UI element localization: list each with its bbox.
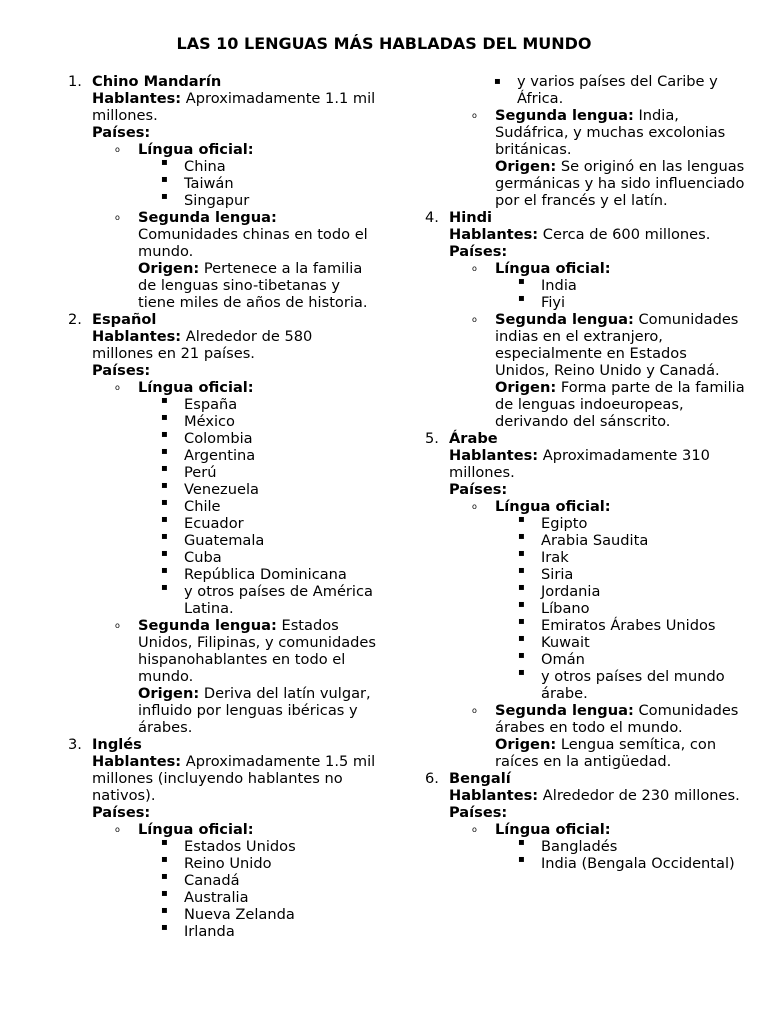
origin-value: Lengua semítica, con raíces en la antigüedad. [495, 736, 717, 770]
language-entry [425, 770, 745, 872]
origin-label: Origen: [138, 685, 200, 702]
country-name: India [541, 277, 577, 294]
country-item [495, 549, 745, 566]
square-bullet-icon: ▪ [161, 837, 168, 848]
square-bullet-icon: ▪ [518, 837, 525, 848]
square-bullet-icon: ▪ [161, 463, 168, 474]
speakers-label: Hablantes: [92, 328, 182, 345]
circle-bullet-icon: o [472, 502, 477, 511]
entry-number: 3. [68, 736, 82, 753]
country-name: India (Bengala Occidental) [541, 855, 735, 872]
origin-label: Origen: [138, 260, 200, 277]
second-language-label: Segunda lengua: [495, 107, 634, 124]
square-bullet-icon: ▪ [518, 854, 525, 865]
square-bullet-icon: ▪ [518, 667, 525, 678]
square-bullet-icon: ▪ [161, 582, 168, 593]
countries-label: Países: [92, 804, 151, 821]
country-name: Australia [184, 889, 249, 906]
country-name: y varios países del Caribe y África. [517, 73, 718, 107]
origin-value: Se originó en las lenguas germánicas y ha sido influenciado por el francés y el latín. [495, 158, 745, 209]
square-bullet-icon: ▪ [161, 395, 168, 406]
origin-label: Origen: [495, 736, 557, 753]
country-item [138, 923, 378, 940]
country-item [138, 515, 378, 532]
country-name: y otros países del mundo árabe. [541, 668, 725, 702]
country-name: España [184, 396, 238, 413]
square-bullet-icon: ▪ [161, 905, 168, 916]
country-name: Canadá [184, 872, 240, 889]
speakers-line [449, 447, 745, 481]
country-item [138, 498, 378, 515]
countries-label: Países: [92, 362, 151, 379]
country-item [138, 396, 378, 413]
language-name: Inglés [92, 736, 142, 753]
country-name: Omán [541, 651, 585, 668]
origin-label: Origen: [495, 158, 557, 175]
official-label: Língua oficial: [495, 260, 611, 277]
official-label: Língua oficial: [138, 379, 254, 396]
square-bullet-icon: ▪ [161, 191, 168, 202]
countries-label: Países: [449, 804, 508, 821]
right-column [425, 73, 745, 872]
square-bullet-icon: ▪ [161, 446, 168, 457]
second-language-item [115, 617, 378, 736]
left-column [68, 73, 378, 940]
entry-number: 2. [68, 311, 82, 328]
country-item [495, 855, 745, 872]
square-bullet-icon: ▪ [161, 565, 168, 576]
speakers-label: Hablantes: [449, 447, 539, 464]
speakers-line [92, 753, 378, 804]
country-item [138, 481, 378, 498]
country-name: Cuba [184, 549, 222, 566]
language-entry [68, 73, 378, 311]
entry-number: 1. [68, 73, 82, 90]
square-bullet-icon: ▪ [518, 293, 525, 304]
language-name: Español [92, 311, 157, 328]
second-language-item [472, 107, 745, 209]
country-name: Venezuela [184, 481, 259, 498]
circle-bullet-icon: o [115, 825, 120, 834]
country-item [138, 583, 378, 617]
square-bullet-icon: ▪ [518, 650, 525, 661]
square-bullet-icon: ▪ [518, 531, 525, 542]
square-bullet-icon: ▪ [161, 157, 168, 168]
language-name: Hindi [449, 209, 493, 226]
country-item [138, 192, 378, 209]
square-bullet-icon: ▪ [161, 497, 168, 508]
square-bullet-icon: ▪ [518, 548, 525, 559]
circle-bullet-icon: o [472, 825, 477, 834]
second-language-value: India, Sudáfrica, y muchas excolonias británicas. [495, 107, 726, 158]
country-item [138, 838, 378, 855]
country-item [138, 889, 378, 906]
circle-bullet-icon: o [472, 264, 477, 273]
country-name: Irak [541, 549, 569, 566]
official-language-item [472, 498, 745, 702]
language-entry [425, 430, 745, 770]
country-name: China [184, 158, 226, 175]
second-language-label: Segunda lengua: [495, 702, 634, 719]
country-item [138, 447, 378, 464]
speakers-label: Hablantes: [92, 90, 182, 107]
speakers-line [92, 328, 378, 362]
language-name: Chino Mandarín [92, 73, 222, 90]
origin-label: Origen: [495, 379, 557, 396]
country-name: Estados Unidos [184, 838, 296, 855]
square-bullet-icon: ▪ [161, 871, 168, 882]
square-bullet-icon: ▪ [161, 412, 168, 423]
square-bullet-icon: ▪ [518, 582, 525, 593]
language-entry [425, 209, 745, 430]
circle-bullet-icon: o [115, 213, 120, 222]
country-name: Arabia Saudita [541, 532, 649, 549]
circle-bullet-icon: o [115, 383, 120, 392]
square-bullet-icon: ▪ [161, 854, 168, 865]
country-item [138, 549, 378, 566]
square-bullet-icon: ▪ [518, 633, 525, 644]
language-entry [68, 311, 378, 736]
country-item [471, 73, 745, 107]
origin-value: Forma parte de la familia de lenguas indoeuropeas, derivando del sánscrito. [495, 379, 745, 430]
circle-bullet-icon: o [472, 706, 477, 715]
country-name: Argentina [184, 447, 256, 464]
second-language-label: Segunda lengua: [138, 617, 277, 634]
country-item [495, 838, 745, 855]
country-name: México [184, 413, 235, 430]
square-bullet-icon: ▪ [518, 565, 525, 576]
second-language-value: Comunidades chinas en todo el mundo. [138, 226, 368, 260]
countries-label: Países: [449, 481, 508, 498]
official-language-item [472, 821, 745, 872]
speakers-value: Cerca de 600 millones. [542, 226, 711, 243]
country-item [495, 583, 745, 600]
country-name: Ecuador [184, 515, 244, 532]
official-label: Língua oficial: [138, 141, 254, 158]
second-language-value: Estados Unidos, Filipinas, y comunidades hispanohablantes en todo el mundo. [138, 617, 376, 685]
country-item [495, 532, 745, 549]
second-language-value: Comunidades indias en el extranjero, especialmente en Estados Unidos, Reino Unido y Canadá. [495, 311, 739, 379]
speakers-label: Hablantes: [449, 787, 539, 804]
country-name: Perú [184, 464, 217, 481]
official-language-item [472, 260, 745, 311]
country-item [138, 566, 378, 583]
speakers-label: Hablantes: [449, 226, 539, 243]
country-name: Siria [541, 566, 574, 583]
country-item [495, 515, 745, 532]
entry-number: 4. [425, 209, 439, 226]
country-item [138, 175, 378, 192]
country-item [138, 158, 378, 175]
countries-label: Países: [92, 124, 151, 141]
speakers-value: Aproximadamente 1.5 mil millones (incluyendo hablantes no nativos). [92, 753, 376, 804]
country-item [138, 464, 378, 481]
country-item [495, 668, 745, 702]
country-name: Reino Unido [184, 855, 272, 872]
official-label: Língua oficial: [495, 821, 611, 838]
country-name: Líbano [541, 600, 590, 617]
country-name: República Dominicana [184, 566, 347, 583]
circle-bullet-icon: o [472, 315, 477, 324]
square-bullet-icon: ▪ [161, 174, 168, 185]
language-name: Bengalí [449, 770, 511, 787]
country-name: Singapur [184, 192, 250, 209]
country-item [495, 634, 745, 651]
country-item [495, 294, 745, 311]
country-name: Nueva Zelanda [184, 906, 295, 923]
square-bullet-icon: ▪ [161, 531, 168, 542]
country-item [138, 855, 378, 872]
second-language-label: Segunda lengua: [495, 311, 634, 328]
square-bullet-icon: ▪ [161, 888, 168, 899]
country-item [138, 413, 378, 430]
square-bullet-icon: ▪ [161, 922, 168, 933]
square-bullet-icon: ▪ [494, 76, 501, 87]
circle-bullet-icon: o [115, 621, 120, 630]
language-name: Árabe [449, 430, 498, 447]
document-title: LAS 10 LENGUAS MÁS HABLADAS DEL MUNDO [176, 34, 592, 53]
country-name: Egipto [541, 515, 588, 532]
country-name: Jordania [541, 583, 601, 600]
country-name: Bangladés [541, 838, 618, 855]
second-language-label: Segunda lengua: [138, 209, 277, 226]
second-language-value: Comunidades árabes en todo el mundo. [495, 702, 739, 736]
speakers-value: Aproximadamente 1.1 mil millones. [92, 90, 376, 124]
speakers-value: Alrededor de 580 millones en 21 países. [92, 328, 313, 362]
origin-value: Pertenece a la familia de lenguas sino-tibetanas y tiene miles de años de historia. [138, 260, 368, 311]
official-language-item [115, 821, 378, 940]
country-item [495, 651, 745, 668]
country-name: Irlanda [184, 923, 235, 940]
circle-bullet-icon: o [115, 145, 120, 154]
country-name: Taiwán [184, 175, 234, 192]
square-bullet-icon: ▪ [161, 514, 168, 525]
second-language-item [472, 702, 745, 770]
country-item [138, 872, 378, 889]
official-language-item [115, 141, 378, 209]
country-item [138, 906, 378, 923]
speakers-line [92, 90, 378, 124]
square-bullet-icon: ▪ [518, 616, 525, 627]
square-bullet-icon: ▪ [161, 429, 168, 440]
countries-label: Países: [449, 243, 508, 260]
country-name: Colombia [184, 430, 253, 447]
country-item [495, 617, 745, 634]
country-name: Chile [184, 498, 221, 515]
speakers-line [449, 226, 745, 243]
speakers-line [449, 787, 745, 804]
country-item [495, 277, 745, 294]
official-label: Língua oficial: [495, 498, 611, 515]
language-entry [68, 736, 378, 940]
official-language-item [115, 379, 378, 617]
country-item [138, 430, 378, 447]
entry-number: 6. [425, 770, 439, 787]
speakers-label: Hablantes: [92, 753, 182, 770]
official-label: Língua oficial: [138, 821, 254, 838]
country-name: Fiyi [541, 294, 566, 311]
speakers-value: Alrededor de 230 millones. [542, 787, 740, 804]
country-item [495, 600, 745, 617]
square-bullet-icon: ▪ [518, 276, 525, 287]
speakers-value: Aproximadamente 310 millones. [449, 447, 710, 481]
country-name: Kuwait [541, 634, 590, 651]
country-name: Guatemala [184, 532, 265, 549]
circle-bullet-icon: o [472, 111, 477, 120]
country-item [138, 532, 378, 549]
second-language-item [115, 209, 378, 311]
square-bullet-icon: ▪ [161, 548, 168, 559]
origin-value: Deriva del latín vulgar, influido por lenguas ibéricas y árabes. [138, 685, 371, 736]
square-bullet-icon: ▪ [518, 599, 525, 610]
square-bullet-icon: ▪ [518, 514, 525, 525]
entry-number: 5. [425, 430, 439, 447]
second-language-item [472, 311, 745, 430]
square-bullet-icon: ▪ [161, 480, 168, 491]
country-name: y otros países de América Latina. [184, 583, 373, 617]
country-item [495, 566, 745, 583]
country-name: Emiratos Árabes Unidos [541, 617, 716, 634]
